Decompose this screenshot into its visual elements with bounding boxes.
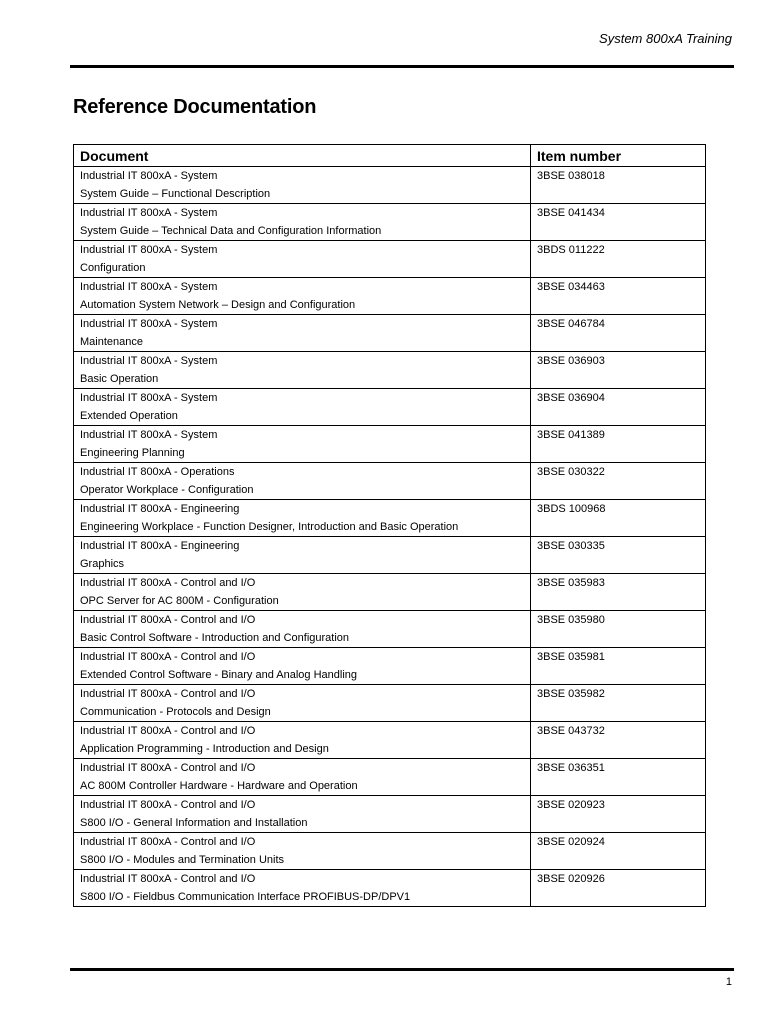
document-series: Industrial IT 800xA - System	[80, 355, 218, 367]
item-number-cell: 3BSE 035983	[531, 574, 706, 611]
document-title: Maintenance	[80, 336, 143, 348]
item-number-cell: 3BSE 020924	[531, 833, 706, 870]
table-row	[74, 796, 706, 833]
table-row	[74, 352, 706, 389]
document-series: Industrial IT 800xA - Operations	[80, 466, 235, 478]
document-title: S800 I/O - Fieldbus Communication Interface PROFIBUS-DP/DPV1	[80, 891, 411, 903]
item-number-cell: 3BDS 011222	[531, 241, 706, 278]
document-series: Industrial IT 800xA - Control and I/O	[80, 873, 256, 885]
document-title: Operator Workplace - Configuration	[80, 484, 254, 496]
document-cell	[74, 241, 531, 278]
document-series: Industrial IT 800xA - Control and I/O	[80, 762, 256, 774]
table-row	[74, 722, 706, 759]
table-row	[74, 167, 706, 204]
table-row	[74, 389, 706, 426]
item-number-cell: 3BSE 041434	[531, 204, 706, 241]
footer-rule	[70, 968, 734, 971]
page-number: 1	[725, 976, 732, 988]
document-cell	[74, 500, 531, 537]
table-row	[74, 426, 706, 463]
table-row	[74, 241, 706, 278]
document-title: AC 800M Controller Hardware - Hardware and Operation	[80, 780, 358, 792]
document-cell	[74, 796, 531, 833]
table-row	[74, 574, 706, 611]
table-row	[74, 759, 706, 796]
table-row	[74, 315, 706, 352]
page-title: Reference Documentation	[73, 96, 317, 118]
item-number-cell: 3BSE 036351	[531, 759, 706, 796]
document-series: Industrial IT 800xA - Engineering	[80, 503, 240, 515]
table-row	[74, 648, 706, 685]
document-cell	[74, 463, 531, 500]
item-number-cell: 3BSE 030322	[531, 463, 706, 500]
document-cell	[74, 426, 531, 463]
document-title: System Guide – Technical Data and Configuration Information	[80, 225, 382, 237]
document-series: Industrial IT 800xA - System	[80, 207, 218, 219]
table-row	[74, 204, 706, 241]
document-series: Industrial IT 800xA - Engineering	[80, 540, 240, 552]
document-cell	[74, 685, 531, 722]
document-title: Communication - Protocols and Design	[80, 706, 271, 718]
table-row	[74, 611, 706, 648]
document-cell	[74, 537, 531, 574]
document-series: Industrial IT 800xA - Control and I/O	[80, 836, 256, 848]
item-number-cell: 3BSE 036904	[531, 389, 706, 426]
document-title: Application Programming - Introduction and Design	[80, 743, 329, 755]
item-number-cell: 3BSE 038018	[531, 167, 706, 204]
running-header-title: System 800xA Training	[599, 31, 732, 46]
document-title: S800 I/O - General Information and Installation	[80, 817, 308, 829]
document-cell	[74, 833, 531, 870]
document-cell	[74, 870, 531, 907]
table-row	[74, 870, 706, 907]
document-cell	[74, 611, 531, 648]
document-series: Industrial IT 800xA - Control and I/O	[80, 651, 256, 663]
table-row	[74, 463, 706, 500]
document-title: Automation System Network – Design and Configuration	[80, 299, 356, 311]
document-series: Industrial IT 800xA - Control and I/O	[80, 614, 256, 626]
table-row	[74, 537, 706, 574]
document-cell	[74, 722, 531, 759]
document-cell	[74, 389, 531, 426]
document-series: Industrial IT 800xA - System	[80, 170, 218, 182]
document-series: Industrial IT 800xA - System	[80, 429, 218, 441]
document-title: Basic Control Software - Introduction and Configuration	[80, 632, 350, 644]
table-row	[74, 685, 706, 722]
document-title: Extended Control Software - Binary and Analog Handling	[80, 669, 358, 681]
table-row	[74, 278, 706, 315]
document-cell	[74, 167, 531, 204]
document-cell	[74, 352, 531, 389]
item-number-cell: 3BSE 035981	[531, 648, 706, 685]
document-series: Industrial IT 800xA - System	[80, 392, 218, 404]
table-row	[74, 833, 706, 870]
item-number-cell: 3BSE 036903	[531, 352, 706, 389]
table-row	[74, 500, 706, 537]
document-cell	[74, 648, 531, 685]
document-cell	[74, 315, 531, 352]
item-number-cell: 3BSE 035982	[531, 685, 706, 722]
document-series: Industrial IT 800xA - Control and I/O	[80, 725, 256, 737]
item-number-cell: 3BSE 020923	[531, 796, 706, 833]
column-header-document: Document	[74, 145, 531, 167]
item-number-cell: 3BSE 035980	[531, 611, 706, 648]
document-title: Configuration	[80, 262, 146, 274]
document-title: Engineering Workplace - Function Designer, Introduction and Basic Operation	[80, 521, 459, 533]
table-header-row	[74, 145, 706, 167]
document-series: Industrial IT 800xA - System	[80, 318, 218, 330]
document-title: Graphics	[80, 558, 125, 570]
document-series: Industrial IT 800xA - Control and I/O	[80, 688, 256, 700]
reference-table	[73, 144, 706, 907]
document-title: OPC Server for AC 800M - Configuration	[80, 595, 279, 607]
item-number-cell: 3BSE 046784	[531, 315, 706, 352]
document-series: Industrial IT 800xA - Control and I/O	[80, 799, 256, 811]
document-cell	[74, 278, 531, 315]
document-title: Extended Operation	[80, 410, 178, 422]
document-cell	[74, 204, 531, 241]
item-number-cell: 3BSE 020926	[531, 870, 706, 907]
document-title: System Guide – Functional Description	[80, 188, 271, 200]
document-series: Industrial IT 800xA - System	[80, 281, 218, 293]
document-title: Basic Operation	[80, 373, 159, 385]
document-cell	[74, 574, 531, 611]
document-title: Engineering Planning	[80, 447, 185, 459]
item-number-cell: 3BSE 030335	[531, 537, 706, 574]
document-title: S800 I/O - Modules and Termination Units	[80, 854, 285, 866]
column-header-item-number: Item number	[531, 145, 706, 167]
document-cell	[74, 759, 531, 796]
header-rule	[70, 65, 734, 68]
document-series: Industrial IT 800xA - Control and I/O	[80, 577, 256, 589]
item-number-cell: 3BSE 043732	[531, 722, 706, 759]
item-number-cell: 3BSE 041389	[531, 426, 706, 463]
document-series: Industrial IT 800xA - System	[80, 244, 218, 256]
item-number-cell: 3BDS 100968	[531, 500, 706, 537]
item-number-cell: 3BSE 034463	[531, 278, 706, 315]
